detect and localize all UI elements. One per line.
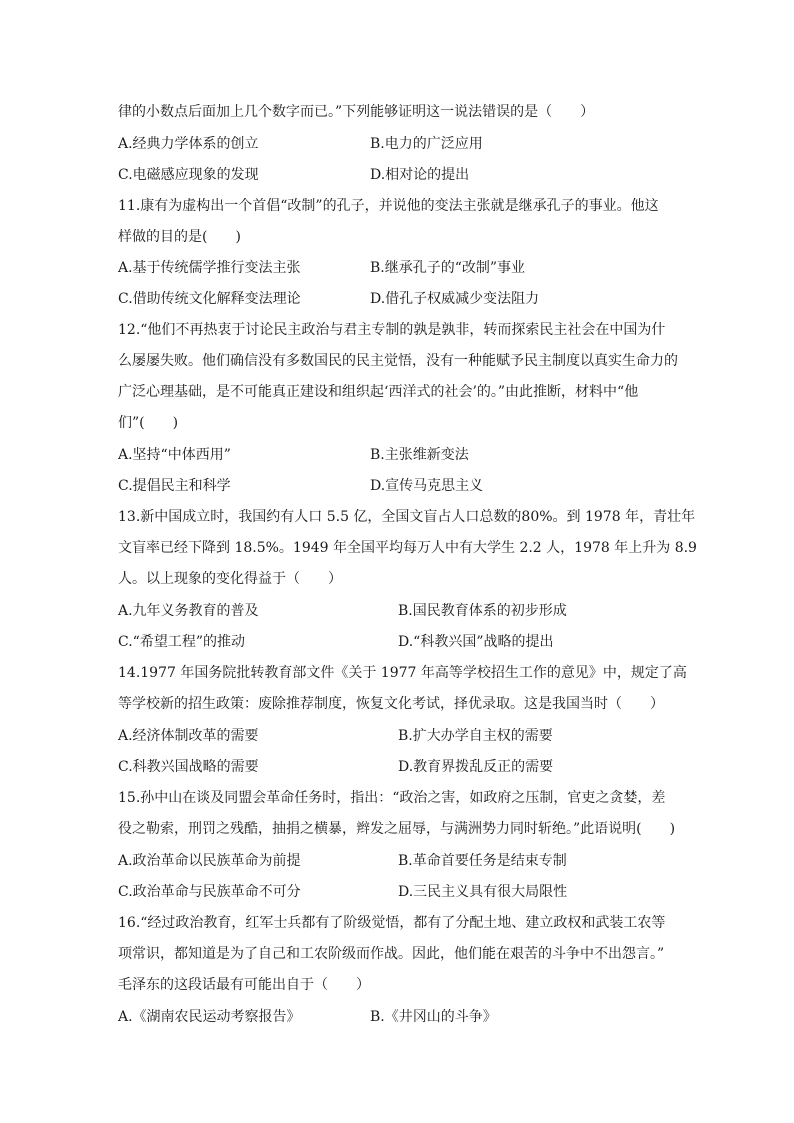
q15-option-c: C.政治革命与民族革命不可分 [118,884,301,900]
q16-stem-line3: 毛泽东的这段话最有可能出自于（ ） [118,977,370,993]
q13-option-c: C.“希望工程”的推动 [118,634,245,650]
q15-stem-line1: 15.孙中山在谈及同盟会革命任务时，指出：“政治之害，如政府之压制，官吏之贪婪，差 [118,790,666,806]
q10-option-b: B.电力的广泛应用 [370,136,483,152]
q16-stem-line1: 16.“经过政治教育，红军士兵都有了阶级觉悟，都有了分配土地、建立政权和武装工农等 [118,915,666,931]
q12-stem-line1: 12.“他们不再热衷于讨论民主政治与君主专制的孰是孰非，转而探索民主社会在中国为什 [118,322,666,338]
q11-option-a: A.基于传统儒学推行变法主张 [118,260,301,276]
q13-stem-line1: 13.新中国成立时，我国约有人口 5.5 亿，全国文盲占人口总数的80%。到 1978 年，青壮年 [118,509,696,525]
q12-option-c: C.提倡民主和科学 [118,478,231,494]
q13-option-d: D.“科教兴国”战略的提出 [398,634,554,650]
q10-option-d: D.相对论的提出 [370,167,470,183]
q10-option-a: A.经典力学体系的创立 [118,136,259,152]
q14-option-d: D.教育界拨乱反正的需要 [398,759,554,775]
q13-option-b: B.国民教育体系的初步形成 [398,603,567,619]
q11-option-b: B.继承孔子的“改制”事业 [370,260,526,276]
q15-option-a: A.政治革命以民族革命为前提 [118,853,301,869]
q15-stem-line2: 役之勒索，刑罚之残酷，抽捐之横暴，辫发之屈辱，与满洲势力同时斩绝。”此语说明( ) [118,821,676,837]
q16-stem-line2: 项常识，都知道是为了自己和工农阶级而作战。因此，他们能在艰苦的斗争中不出怨言。” [118,946,665,962]
q11-stem-line2: 样做的目的是( ) [118,229,241,245]
q14-stem-line1: 14.1977 年国务院批转教育部文件《关于 1977 年高等学校招生工作的意见》中，规定了高 [118,665,687,681]
q16-option-a: A.《湖南农民运动考察报告》 [118,1009,301,1025]
q12-stem-line4: 们”( ) [118,415,179,431]
q13-stem-line2: 文盲率已经下降到 18.5%。1949 年全国平均每万人中有大学生 2.2 人，1978 年上升为 8.9 [118,540,697,556]
q13-stem-line3: 人。以上现象的变化得益于（ ） [118,571,342,587]
q14-option-c: C.科教兴国战略的需要 [118,759,259,775]
q12-option-b: B.主张维新变法 [370,447,469,463]
q14-option-b: B.扩大办学自主权的需要 [398,728,553,744]
q13-option-a: A.九年义务教育的普及 [118,603,259,619]
q10-option-c: C.电磁感应现象的发现 [118,167,259,183]
q14-stem-line2: 等学校新的招生政策：废除推荐制度，恢复文化考试，择优录取。这是我国当时（ ） [118,696,664,712]
q16-option-b: B.《井冈山的斗争》 [370,1009,497,1025]
q12-stem-line3: 广泛心理基础，是不可能真正建设和组织起‘西洋式的社会’的。”由此推断，材料中“他 [118,384,639,400]
q11-option-c: C.借助传统文化解释变法理论 [118,291,301,307]
q12-option-d: D.宣传马克思主义 [370,478,484,494]
q15-option-b: B.革命首要任务是结束专制 [398,853,567,869]
q10-stem-tail: 律的小数点后面加上几个数字而已。”下列能够证明这一说法错误的是（ ） [118,104,595,120]
q15-option-d: D.三民主义具有很大局限性 [398,884,568,900]
q14-option-a: A.经济体制改革的需要 [118,728,259,744]
q11-option-d: D.借孔子权威减少变法阻力 [370,291,540,307]
q11-stem-line1: 11.康有为虚构出一个首倡“改制”的孔子，并说他的变法主张就是继承孔子的事业。他这 [118,198,659,214]
q12-stem-line2: 么屡屡失败。他们确信没有多数国民的民主觉悟，没有一种能赋予民主制度以真实生命力的 [118,353,678,369]
q12-option-a: A.坚持“中体西用” [118,447,231,463]
